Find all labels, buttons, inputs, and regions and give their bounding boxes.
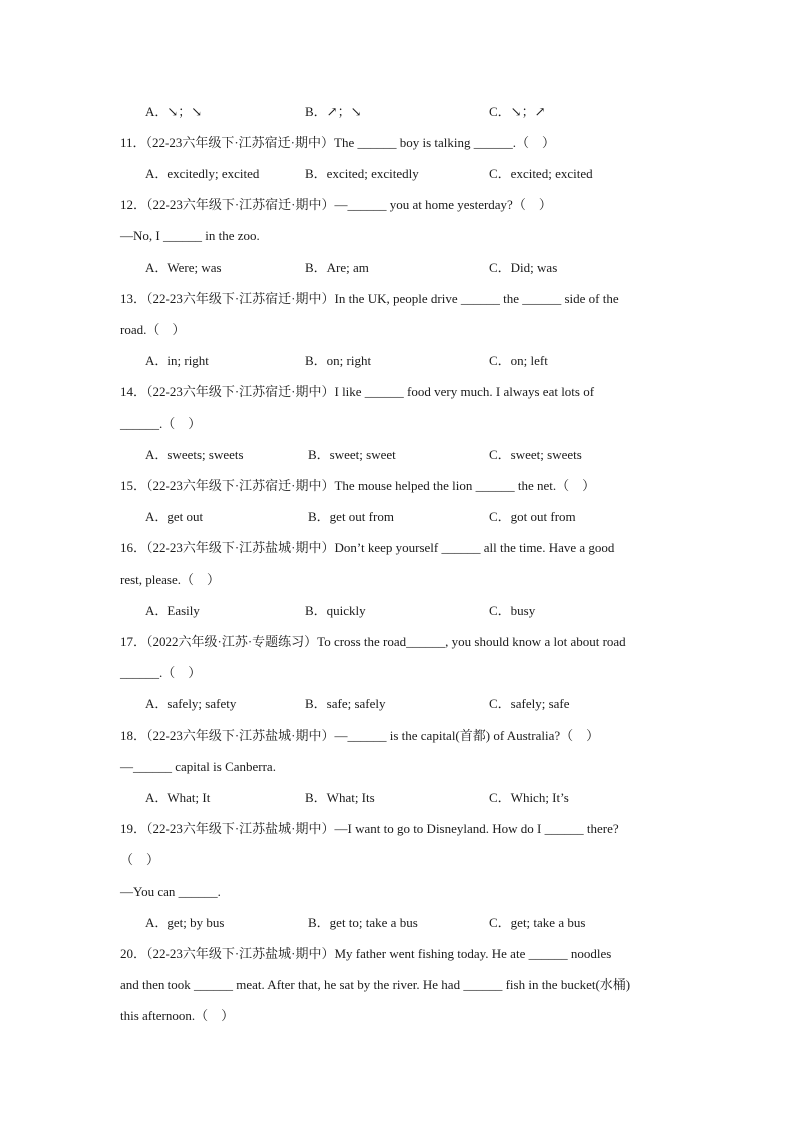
q13-stem: 13．（22-23六年级下·江苏宿迁·期中）In the UK, people drive ______ the ______ side of the xyxy=(120,291,619,306)
q19-option-c: C．get; take a bus xyxy=(489,915,586,930)
q18-stem: 18．（22-23六年级下·江苏盐城·期中）—______ is the capital(首都) of Australia?（ ） xyxy=(120,728,600,743)
q14-stem: 14．（22-23六年级下·江苏宿迁·期中）I like ______ food very much. I always eat lots of xyxy=(120,384,595,399)
q19-option-b: B．get to; take a bus xyxy=(308,915,418,930)
q15-option-a: A．get out xyxy=(145,509,204,524)
q10-option-c: C．↘；↗ xyxy=(489,104,546,119)
q15-option-c: C．got out from xyxy=(489,509,576,524)
q19-line3: —You can ______. xyxy=(120,884,221,899)
q19-option-a: A．get; by bus xyxy=(145,915,225,930)
q16-option-c: C．busy xyxy=(489,603,536,618)
q15-option-b: B．get out from xyxy=(308,509,394,524)
q16-line2: rest, please.（ ） xyxy=(120,572,221,587)
q15-stem: 15．（22-23六年级下·江苏宿迁·期中）The mouse helped the lion ______ the net.（ ） xyxy=(120,478,596,493)
q20-line2: and then took ______ meat. After that, he sat by the river. He had ______ fish in the bucket(水桶) xyxy=(120,977,631,992)
q10-option-b: B．↗；↘ xyxy=(305,104,362,119)
q12-line2: —No, I ______ in the zoo. xyxy=(120,228,260,243)
q17-option-b: B．safe; safely xyxy=(305,696,386,711)
q14-option-b: B．sweet; sweet xyxy=(308,447,396,462)
q14-line2: ______.（ ） xyxy=(120,416,202,431)
q20-stem: 20．（22-23六年级下·江苏盐城·期中）My father went fishing today. He ate ______ noodles xyxy=(120,946,612,961)
q14-option-c: C．sweet; sweets xyxy=(489,447,582,462)
q12-stem: 12．（22-23六年级下·江苏宿迁·期中）—______ you at home yesterday?（ ） xyxy=(120,197,552,212)
q20-line3: this afternoon.（ ） xyxy=(120,1008,235,1023)
q18-option-b: B．What; Its xyxy=(305,790,375,805)
q17-option-c: C．safely; safe xyxy=(489,696,570,711)
q17-line2: ______.（ ） xyxy=(120,665,202,680)
q11-option-b: B．excited; excitedly xyxy=(305,166,419,181)
q18-option-c: C．Which; It’s xyxy=(489,790,569,805)
q19-line2: （ ） xyxy=(120,852,160,867)
q13-option-c: C．on; left xyxy=(489,353,548,368)
q11-stem: 11．（22-23六年级下·江苏宿迁·期中）The ______ boy is talking ______.（ ） xyxy=(120,135,555,150)
q16-stem: 16．（22-23六年级下·江苏盐城·期中）Don’t keep yourself ______ all the time. Have a good xyxy=(120,540,615,555)
q13-line2: road.（ ） xyxy=(120,322,186,337)
q12-option-b: B．Are; am xyxy=(305,260,369,275)
q12-option-a: A．Were; was xyxy=(145,260,222,275)
q18-option-a: A．What; It xyxy=(145,790,211,805)
q10-option-a: A．↘；↘ xyxy=(145,104,203,119)
q13-option-a: A．in; right xyxy=(145,353,209,368)
q19-stem: 19．（22-23六年级下·江苏盐城·期中）—I want to go to Disneyland. How do I ______ there? xyxy=(120,821,619,836)
q16-option-b: B．quickly xyxy=(305,603,366,618)
q11-option-a: A．excitedly; excited xyxy=(145,166,260,181)
q16-option-a: A．Easily xyxy=(145,603,200,618)
q17-stem: 17．（2022六年级·江苏·专题练习）To cross the road______, you should know a lot about road xyxy=(120,634,626,649)
q18-line2: —______ capital is Canberra. xyxy=(120,759,276,774)
q14-option-a: A．sweets; sweets xyxy=(145,447,244,462)
q17-option-a: A．safely; safety xyxy=(145,696,237,711)
q11-option-c: C．excited; excited xyxy=(489,166,593,181)
q12-option-c: C．Did; was xyxy=(489,260,558,275)
q13-option-b: B．on; right xyxy=(305,353,372,368)
